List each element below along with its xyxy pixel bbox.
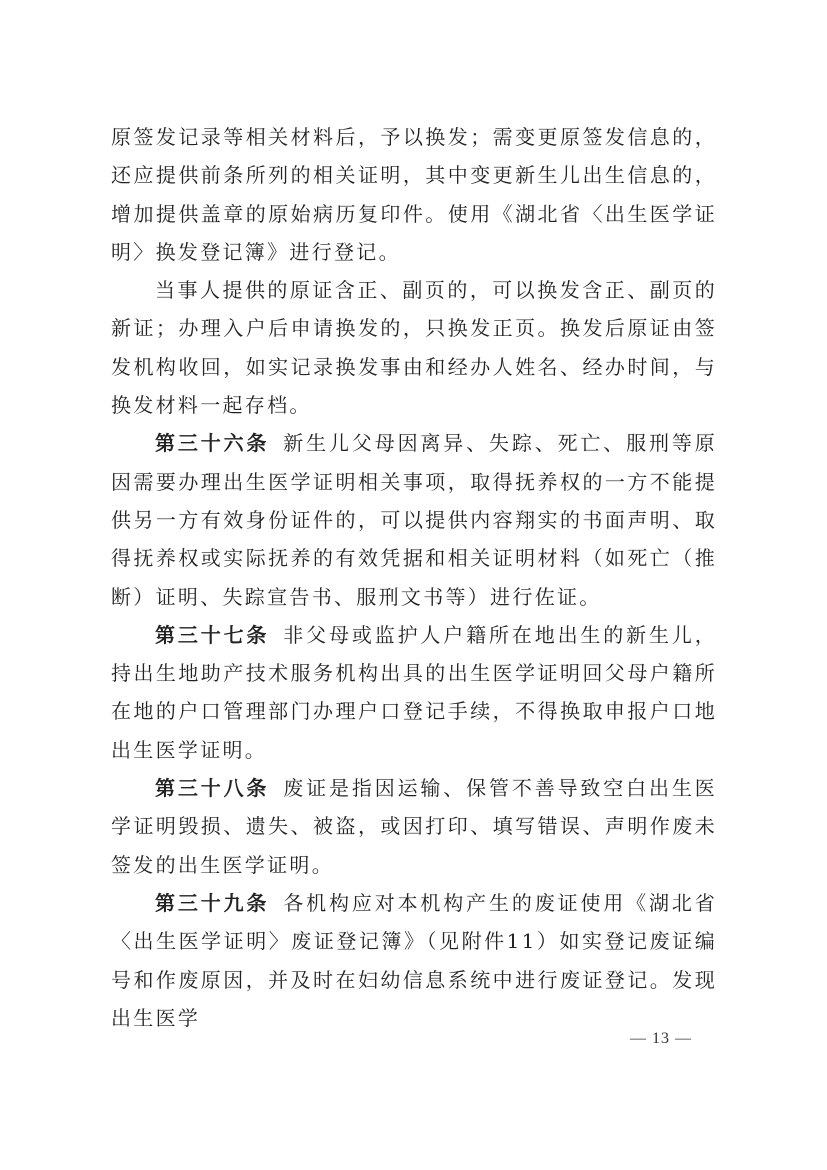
document-body [111, 118, 717, 1037]
paragraph [111, 118, 717, 271]
article-number: 第三十九条 [155, 890, 270, 915]
paragraph-text: 各机构应对本机构产生的废证使用《湖北省〈出生医学证明〉废证登记簿》（见附件11）如实登记废证编号和作废原因，并及时在妇幼信息系统中进行废证登记。发现出生医学 [111, 890, 718, 1030]
paragraph-text: 废证是指因运输、保管不善导致空白出生医学证明毁损、遗失、被盗，或因打印、填写错误、声明作废未签发的出生医学证明。 [111, 776, 718, 877]
article-paragraph [111, 884, 717, 1037]
article-paragraph [111, 769, 717, 884]
paragraph-text: 当事人提供的原证含正、副页的，可以换发含正、副页的新证；办理入户后申请换发的，只换发正页。换发后原证由签发机构收回，如实记录换发事由和经办人姓名、经办时间，与换发材料一起存档。 [111, 278, 717, 418]
article-number: 第三十七条 [155, 622, 270, 647]
paragraph [111, 271, 717, 424]
article-number: 第三十八条 [155, 776, 270, 801]
paragraph-text: 原签发记录等相关材料后，予以换发；需变更原签发信息的，还应提供前条所列的相关证明，其中变更新生儿出生信息的，增加提供盖章的原始病历复印件。使用《湖北省〈出生医学证明〉换发登记簿》进行登记。 [111, 125, 717, 264]
article-number: 第三十六条 [155, 431, 270, 456]
article-paragraph [111, 616, 717, 769]
paragraph-text: 新生儿父母因离异、失踪、死亡、服刑等原因需要办理出生医学证明相关事项，取得抚养权的一方不能提供另一方有效身份证件的，可以提供内容翔实的书面声明、取得抚养权或实际抚养的有效凭据和相关证明材料（如死亡（推断）证明、失踪宣告书、服刑文书等）进行佐证。 [111, 431, 718, 609]
page-number: — 13 — [630, 1030, 692, 1047]
article-paragraph [111, 424, 717, 615]
paragraph-text: 非父母或监护人户籍所在地出生的新生儿，持出生地助产技术服务机构出具的出生医学证明回父母户籍所在地的户口管理部门办理户口登记手续，不得换取申报户口地出生医学证明。 [111, 622, 718, 762]
